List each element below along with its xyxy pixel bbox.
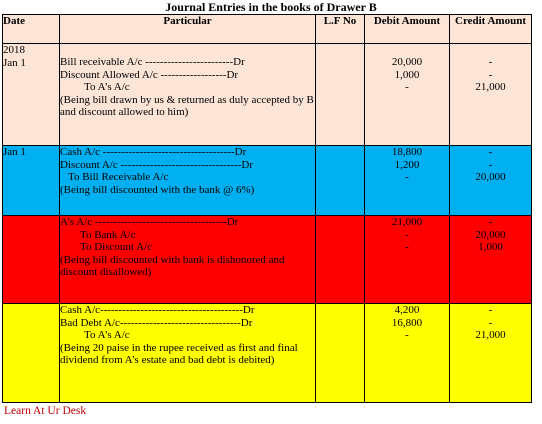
credit-amount: -: [488, 304, 493, 316]
entry-date: [3, 44, 60, 146]
entry-lf: [316, 216, 365, 304]
entry-row: [3, 304, 532, 403]
debit-line: Bill receivable A/c ------------------------Dr: [60, 56, 245, 68]
entry-debit: [365, 146, 450, 216]
header-lf: L.F No: [316, 15, 365, 44]
entry-particular: [60, 44, 316, 146]
debit-amount: 21,000: [391, 216, 423, 228]
entry-date: [3, 304, 60, 403]
debit-line: Bad Debt A/c---------------------------------Dr: [60, 316, 253, 329]
debit-amount: 18,800: [391, 146, 423, 158]
debit-line: Discount A/c ---------------------------------Dr: [60, 158, 253, 171]
credit-line: To Bill Receivable A/c: [68, 171, 169, 183]
credit-line: To Bank A/c: [80, 228, 136, 241]
date-line: 2018: [3, 44, 25, 56]
debit-amount: -: [405, 228, 409, 241]
header-debit: Debit Amount: [365, 15, 450, 44]
credit-amount: 21,000: [475, 329, 506, 341]
credit-amount: -: [488, 316, 493, 329]
credit-amount: -: [488, 68, 493, 81]
entry-credit: [450, 216, 532, 304]
header-credit: Credit Amount: [450, 15, 532, 44]
footer-brand: Learn At Ur Desk: [4, 405, 87, 417]
debit-amount: 1,000: [394, 68, 420, 81]
entry-row: [3, 146, 532, 216]
credit-amount: -: [488, 216, 493, 228]
header-particular: Particular: [60, 15, 316, 44]
entry-particular: [60, 146, 316, 216]
debit-amount: 20,000: [391, 56, 423, 68]
entry-credit: [450, 304, 532, 403]
narration: (Being bill discounted with the bank @ 6%): [60, 183, 255, 196]
entry-credit: [450, 44, 532, 146]
credit-amount: 20,000: [475, 228, 506, 241]
debit-amount: 4,200: [394, 304, 420, 316]
debit-amount: -: [405, 329, 409, 341]
entry-date: [3, 216, 60, 304]
narration: (Being bill drawn by us & returned as duly accepted by B and discount allowed to him): [60, 93, 314, 118]
credit-amount: -: [488, 146, 493, 158]
entry-debit: [365, 304, 450, 403]
debit-amount: -: [405, 241, 409, 253]
journal-table: [2, 14, 532, 403]
credit-amount: 20,000: [475, 171, 506, 183]
entry-date: [3, 146, 60, 216]
entry-lf: [316, 304, 365, 403]
credit-line: To A’s A/c: [84, 81, 130, 93]
credit-amount: 21,000: [475, 81, 506, 93]
entry-debit: [365, 216, 450, 304]
debit-line: Discount Allowed A/c ------------------Dr: [60, 68, 239, 81]
entry-row: [3, 216, 532, 304]
credit-amount: 1,000: [478, 241, 503, 253]
date-line: Jan 1: [3, 56, 26, 69]
entry-lf: [316, 44, 365, 146]
debit-amount: 1,200: [394, 158, 420, 171]
entry-credit: [450, 146, 532, 216]
credit-line: To Discount A/c: [80, 241, 152, 253]
journal-title: Journal Entries in the books of Drawer B: [165, 0, 377, 14]
debit-amount: -: [405, 171, 409, 183]
date-line: Jan 1: [3, 146, 26, 158]
header-date: Date: [3, 15, 60, 44]
debit-line: Cash A/c ------------------------------------Dr: [60, 146, 247, 158]
credit-amount: -: [488, 158, 493, 171]
narration: (Being 20 paise in the rupee received as first and final dividend from A’s estate and bad debt is debited): [60, 341, 298, 366]
header-row: [3, 15, 532, 44]
credit-line: To A’s A/c: [84, 329, 130, 341]
entry-row: [3, 44, 532, 146]
narration: (Being bill discounted with bank is dishonored and discount disallowed): [60, 253, 285, 278]
entry-lf: [316, 146, 365, 216]
entry-particular: [60, 216, 316, 304]
entry-particular: [60, 304, 316, 403]
credit-amount: -: [488, 56, 493, 68]
debit-amount: -: [405, 81, 409, 93]
debit-amount: 16,800: [391, 316, 423, 329]
entry-debit: [365, 44, 450, 146]
debit-line: A’s A/c ------------------------------------Dr: [60, 216, 239, 228]
debit-line: Cash A/c---------------------------------------Dr: [60, 304, 255, 316]
